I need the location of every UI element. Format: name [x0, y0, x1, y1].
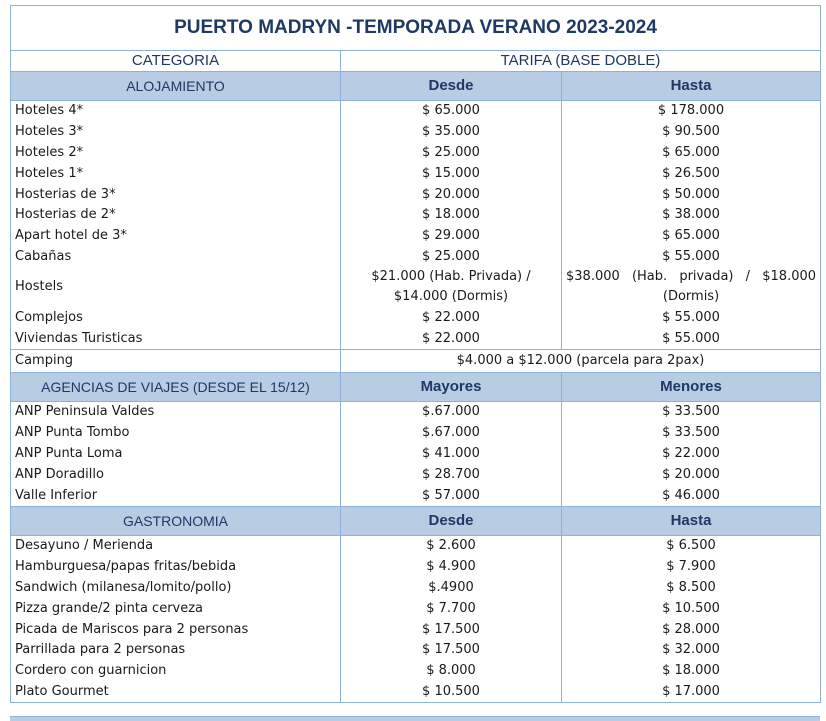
desde-cell: $ 15.000	[341, 163, 562, 184]
col-hasta-header: Hasta	[562, 506, 821, 535]
table-row	[11, 619, 821, 640]
category-cell: Plato Gourmet	[11, 682, 341, 703]
hasta-cell: $ 55.000	[562, 328, 821, 349]
table-row	[11, 328, 821, 349]
table-row	[11, 464, 821, 485]
category-cell: Apart hotel de 3*	[11, 226, 341, 247]
table-row-hostels	[11, 267, 821, 307]
desde-cell: $ 10.500	[341, 682, 562, 703]
desde-cell: $ 2.600	[341, 535, 562, 556]
hasta-cell: $ 10.500	[562, 598, 821, 619]
next-section-edge	[10, 716, 820, 721]
desde-cell: $ 25.000	[341, 143, 562, 164]
table-row	[11, 226, 821, 247]
table-row	[11, 598, 821, 619]
category-cell: ANP Punta Loma	[11, 444, 341, 465]
hasta-cell: $ 6.500	[562, 535, 821, 556]
col-desde-header: Desde	[341, 72, 562, 101]
table-row	[11, 247, 821, 268]
section-label: AGENCIAS DE VIAJES (DESDE EL 15/12)	[11, 372, 341, 401]
category-cell: Cabañas	[11, 247, 341, 268]
menores-cell: $ 22.000	[562, 444, 821, 465]
header-row	[11, 51, 821, 72]
section-label: GASTRONOMIA	[11, 506, 341, 535]
table-row	[11, 101, 821, 122]
table-row	[11, 640, 821, 661]
hasta-cell: $ 55.000	[562, 307, 821, 328]
category-cell: Cordero con guarnicion	[11, 661, 341, 682]
mayores-cell: $ 41.000	[341, 444, 562, 465]
category-cell: Sandwich (milanesa/lomito/pollo)	[11, 578, 341, 599]
hasta-cell: $ 18.000	[562, 661, 821, 682]
table-row	[11, 143, 821, 164]
menores-cell: $ 20.000	[562, 464, 821, 485]
col-menores-header: Menores	[562, 372, 821, 401]
hasta-cell: $ 50.000	[562, 184, 821, 205]
table-row	[11, 485, 821, 506]
hasta-cell: $ 65.000	[562, 226, 821, 247]
hasta-cell: $ 32.000	[562, 640, 821, 661]
table-row	[11, 682, 821, 703]
desde-cell: $ 25.000	[341, 247, 562, 268]
table-row	[11, 557, 821, 578]
camping-row	[11, 349, 821, 372]
category-cell: Complejos	[11, 307, 341, 328]
desde-cell: $.4900	[341, 578, 562, 599]
table-row	[11, 307, 821, 328]
category-cell: ANP Doradillo	[11, 464, 341, 485]
table-row	[11, 184, 821, 205]
desde-cell: $ 20.000	[341, 184, 562, 205]
agencias-section-header	[11, 372, 821, 401]
col-desde-header: Desde	[341, 506, 562, 535]
desde-cell: $ 7.700	[341, 598, 562, 619]
table-row	[11, 535, 821, 556]
desde-cell: $ 29.000	[341, 226, 562, 247]
category-cell: Hoteles 4*	[11, 101, 341, 122]
desde-cell: $ 65.000	[341, 101, 562, 122]
mayores-cell: $.67.000	[341, 401, 562, 422]
desde-cell: $ 8.000	[341, 661, 562, 682]
table-row	[11, 423, 821, 444]
hasta-cell: $ 28.000	[562, 619, 821, 640]
categoria-header: CATEGORIA	[11, 51, 341, 72]
hasta-cell: $ 38.000	[562, 205, 821, 226]
category-cell: Parrillada para 2 personas	[11, 640, 341, 661]
desde-cell: $ 35.000	[341, 122, 562, 143]
table-row	[11, 401, 821, 422]
table-row	[11, 661, 821, 682]
hasta-cell: $ 65.000	[562, 143, 821, 164]
menores-cell: $ 33.500	[562, 423, 821, 444]
category-cell: ANP Peninsula Valdes	[11, 401, 341, 422]
hasta-cell: $ 90.500	[562, 122, 821, 143]
hasta-cell: $ 178.000	[562, 101, 821, 122]
category-cell: Hoteles 3*	[11, 122, 341, 143]
camping-value: $4.000 a $12.000 (parcela para 2pax)	[341, 349, 821, 372]
desde-cell: $ 17.500	[341, 619, 562, 640]
category-cell: Viviendas Turisticas	[11, 328, 341, 349]
table-row	[11, 205, 821, 226]
table-row	[11, 163, 821, 184]
category-cell: Hamburguesa/papas fritas/bebida	[11, 557, 341, 578]
hasta-cell: $ 8.500	[562, 578, 821, 599]
table-row	[11, 578, 821, 599]
category-cell: Hoteles 1*	[11, 163, 341, 184]
mayores-cell: $.67.000	[341, 423, 562, 444]
desde-cell: $ 17.500	[341, 640, 562, 661]
col-mayores-header: Mayores	[341, 372, 562, 401]
category-cell: Picada de Mariscos para 2 personas	[11, 619, 341, 640]
category-cell: Hostels	[11, 267, 341, 307]
hasta-cell: $38.000 (Hab. privada) / $18.000 (Dormis)	[562, 267, 821, 307]
tarifa-header: TARIFA (BASE DOBLE)	[341, 51, 821, 72]
rates-table	[10, 5, 821, 703]
desde-cell: $ 18.000	[341, 205, 562, 226]
menores-cell: $ 46.000	[562, 485, 821, 506]
category-cell: Hoteles 2*	[11, 143, 341, 164]
category-cell: Hosterias de 2*	[11, 205, 341, 226]
desde-cell: $ 22.000	[341, 328, 562, 349]
table-row	[11, 122, 821, 143]
desde-cell: $21.000 (Hab. Privada) / $14.000 (Dormis)	[341, 267, 562, 307]
hasta-cell: $ 17.000	[562, 682, 821, 703]
alojamiento-section-header	[11, 72, 821, 101]
gastronomia-section-header	[11, 506, 821, 535]
table-row	[11, 444, 821, 465]
section-label: ALOJAMIENTO	[11, 72, 341, 101]
desde-cell: $ 22.000	[341, 307, 562, 328]
category-cell: Valle Inferior	[11, 485, 341, 506]
menores-cell: $ 33.500	[562, 401, 821, 422]
hasta-cell: $ 7.900	[562, 557, 821, 578]
page-title: PUERTO MADRYN -TEMPORADA VERANO 2023-2024	[11, 6, 821, 51]
hasta-cell: $ 26.500	[562, 163, 821, 184]
mayores-cell: $ 28.700	[341, 464, 562, 485]
category-cell: Hosterias de 3*	[11, 184, 341, 205]
desde-cell: $ 4.900	[341, 557, 562, 578]
category-cell: ANP Punta Tombo	[11, 423, 341, 444]
mayores-cell: $ 57.000	[341, 485, 562, 506]
category-cell: Camping	[11, 349, 341, 372]
rates-sheet	[10, 5, 820, 703]
title-row	[11, 6, 821, 51]
category-cell: Pizza grande/2 pinta cerveza	[11, 598, 341, 619]
category-cell: Desayuno / Merienda	[11, 535, 341, 556]
hasta-cell: $ 55.000	[562, 247, 821, 268]
col-hasta-header: Hasta	[562, 72, 821, 101]
